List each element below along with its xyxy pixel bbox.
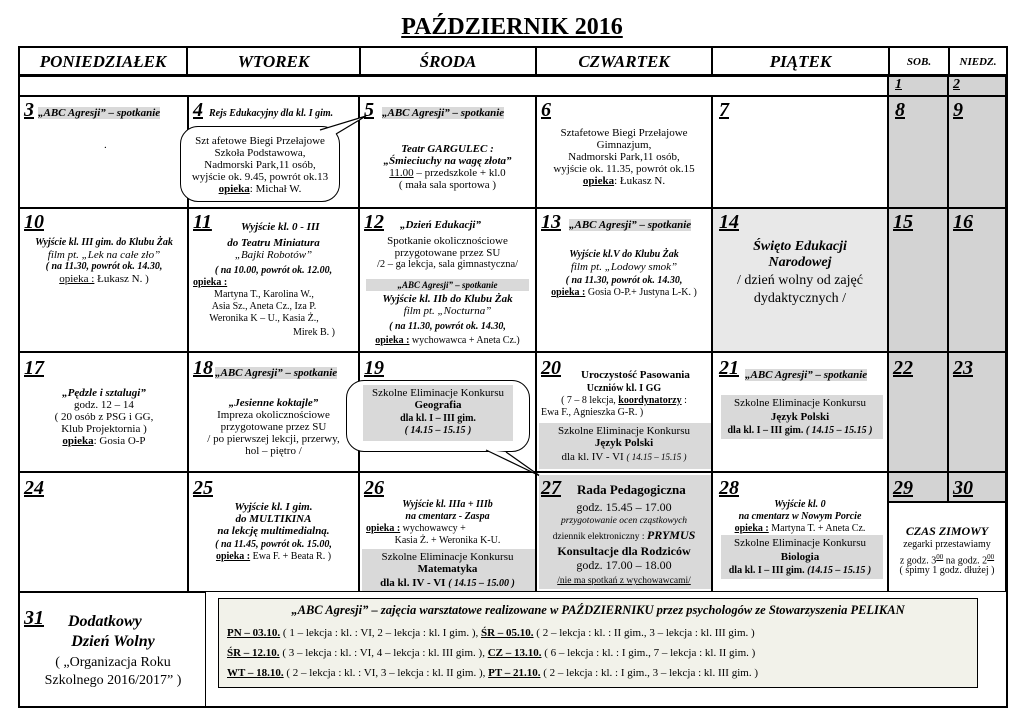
- day-number: 31: [24, 607, 44, 629]
- event-line: godz. 17.00 – 18.00: [576, 558, 672, 572]
- czas-sup: 00: [987, 553, 995, 561]
- event-line: „Pędzle i sztalugi”: [62, 387, 146, 399]
- abc-agresji-box: [218, 598, 978, 688]
- day-number: 15: [893, 211, 913, 233]
- day-number: 18: [193, 357, 213, 379]
- header-saturday: SOB.: [890, 48, 950, 76]
- schedule-row: [227, 627, 755, 639]
- event-line: Nadmorski Park,11 osób,: [568, 151, 680, 163]
- event-line: ( „Organizacja Roku: [55, 655, 171, 670]
- event-label: „ABC Agresji” – spotkanie: [38, 107, 161, 119]
- opieka-text: : Łukasz N.: [614, 175, 666, 187]
- event-line: /2 – ga lekcja, sala gimnastyczna/: [376, 259, 519, 270]
- event-line: Język Polski: [594, 437, 654, 449]
- opieka-line: [366, 523, 466, 535]
- schedule-text: ( 2 – lekcja : kl. : II gim., 3 – lekcja : kl. III gim. ): [533, 627, 755, 639]
- day-16[interactable]: [948, 208, 1006, 352]
- day-28[interactable]: [712, 472, 888, 592]
- day-number: 5: [364, 99, 374, 121]
- event-line: [713, 425, 887, 437]
- czas-line: zegarki przestawiamy: [903, 539, 991, 550]
- opieka-label: opieka: [218, 183, 250, 195]
- day-29[interactable]: [888, 472, 948, 502]
- event-line: Asia Sz., Aneta Cz., Iza P.: [211, 301, 317, 312]
- day-number: 9: [953, 99, 963, 121]
- dot: .: [104, 139, 107, 151]
- header-tuesday: WTOREK: [188, 48, 361, 76]
- day-13[interactable]: [536, 208, 712, 352]
- callout-line: wyjście ok. 9.45, powrót ok.13: [191, 171, 329, 183]
- event-line: [537, 529, 711, 543]
- event-line: Narodowej: [768, 255, 832, 270]
- event-text: dla kl. I – III gim.: [728, 565, 808, 576]
- schedule-date: ŚR – 12.10.: [227, 647, 280, 659]
- day-24[interactable]: [18, 472, 188, 592]
- event-line: na lekcję multimedialną.: [217, 525, 330, 537]
- day-18[interactable]: [188, 352, 359, 472]
- callout-line: Szt afetowe Biegi Przełajowe: [195, 135, 325, 147]
- event-line: Szkolne Eliminacje Konkursu: [558, 425, 690, 437]
- opieka-line: [181, 183, 339, 195]
- opieka-label: opieka: [62, 435, 94, 447]
- day-number: 30: [953, 477, 973, 499]
- day-number: 14: [719, 211, 739, 233]
- event-line: Ewa F., Agnieszka G-R. ): [541, 407, 644, 418]
- event-line: Mirek B. ): [293, 327, 335, 338]
- event-header: „ABC Agresji” – spotkanie: [569, 219, 692, 231]
- event-line: Wyjście kl.V do Klubu Żak: [569, 249, 679, 260]
- day-number: 21: [719, 357, 739, 379]
- opieka-line: [713, 523, 887, 535]
- event-line: hol – piętro /: [245, 445, 302, 457]
- bottom-title: „ABC Agresji” – zajęcia warsztatowe realizowane w PAŹDZIERNIKU przez psychologów ze Stowarzyszenia PELIKAN: [291, 603, 905, 617]
- day-25[interactable]: [188, 472, 359, 592]
- day-number: 2: [953, 77, 960, 92]
- event-text: dziennik elektroniczny :: [552, 532, 647, 542]
- event-line: Matematyka: [417, 563, 478, 575]
- czas-zimowy-box: [888, 502, 1006, 592]
- day-number: 26: [364, 477, 384, 499]
- event-line: Wyjście kl. 0: [774, 499, 826, 510]
- day-number: 4: [193, 99, 203, 121]
- header-monday: PONIEDZIAŁEK: [20, 48, 188, 76]
- event-header: Wyjście kl. 0 - III: [241, 221, 320, 233]
- callout-line: ( 14.15 – 15.15 ): [404, 425, 472, 436]
- event-text: PRYMUS: [646, 528, 696, 542]
- header-thursday: CZWARTEK: [537, 48, 713, 76]
- header-wednesday: ŚRODA: [361, 48, 537, 76]
- event-header: „ABC Agresji” – spotkanie: [745, 369, 868, 381]
- event-text: dla kl. IV - VI: [561, 451, 627, 463]
- event-line: do MULTIKINA: [235, 513, 312, 525]
- event-line: wyjście ok. 11.35, powrót ok.15: [553, 163, 695, 175]
- event-text: ( 7 – 8 lekcja,: [561, 395, 619, 406]
- day-26[interactable]: [359, 472, 536, 592]
- day-15[interactable]: [888, 208, 948, 352]
- event-line: Teatr GARGULEC :: [401, 143, 494, 155]
- day-number: 28: [719, 477, 739, 499]
- day-27[interactable]: [536, 472, 712, 592]
- schedule-text: ( 2 – lekcja : kl. : I gim., 3 – lekcja : kl. III gim. ): [540, 667, 758, 679]
- day-17[interactable]: [18, 352, 188, 472]
- day-number: 20: [541, 357, 561, 379]
- event-line: [360, 577, 535, 590]
- day-10[interactable]: [18, 208, 188, 352]
- event-line: Sztafetowe Biegi Przełajowe: [560, 127, 688, 139]
- event-line: ( na 11.30, powrót ok. 14.30,: [45, 261, 163, 272]
- day-number: 25: [193, 477, 213, 499]
- schedule-date: CZ – 13.10.: [487, 647, 542, 659]
- schedule-row: [227, 647, 755, 659]
- header-row: [18, 46, 1008, 76]
- day-20[interactable]: [536, 352, 712, 472]
- event-line: na cmentarz w Nowym Porcie: [738, 511, 862, 522]
- event-line: /nie ma spotkań z wychowawcami/: [557, 576, 691, 586]
- event-line: na cmentarz - Zaspa: [405, 511, 490, 522]
- event-line: Wyjście kl. IIb do Klubu Żak: [382, 293, 513, 305]
- event-text: (14.15 – 15.15 ): [807, 565, 872, 576]
- event-text: ( 14.15 – 15.15 ): [805, 425, 873, 436]
- event-text: dla kl. I – III gim.: [727, 425, 806, 436]
- event-line: Konsultacje dla Rodziców: [557, 544, 691, 558]
- day-11[interactable]: [188, 208, 359, 352]
- event-line: „Jesienne koktajle”: [228, 397, 319, 409]
- event-line: ( na 11.45, powrót ok. 15.00,: [215, 539, 332, 550]
- event-line: ( 20 osób z PSG i GG,: [54, 411, 154, 423]
- schedule-row: [227, 667, 758, 679]
- schedule-text: ( 2 – lekcja : kl. : VI, 3 – lekcja : kl. II gim. ),: [283, 667, 489, 679]
- event-line: film pt. „Lek na całe zło”: [47, 249, 161, 261]
- day-31[interactable]: [18, 592, 206, 708]
- event-header: Uroczystość Pasowania: [581, 369, 690, 381]
- day-number: 12: [364, 211, 384, 233]
- opieka-label: opieka :: [375, 335, 410, 346]
- header-sunday: NIEDZ.: [959, 56, 997, 68]
- schedule-text: ( 6 – lekcja : kl. : I gim., 7 – lekcja : kl. II gim. ): [541, 647, 756, 659]
- opieka-label: opieka :: [193, 277, 228, 288]
- day-7[interactable]: [712, 96, 888, 208]
- day-12[interactable]: [359, 208, 536, 352]
- day-number: 13: [541, 211, 561, 233]
- event-text: ( 14.15 – 15.15 ): [626, 452, 687, 462]
- event-line: Spotkanie okolicznościowe: [387, 235, 508, 247]
- event-line: [360, 167, 535, 179]
- event-line: „Śmieciuchy na wagę złota”: [383, 155, 512, 167]
- opieka-label: opieka :: [59, 273, 95, 285]
- opieka-text: : Michał W.: [249, 183, 302, 195]
- day-number: 8: [895, 99, 905, 121]
- event-line: Kasia Ż. + Weronika K-U.: [394, 535, 501, 546]
- opieka-line: [20, 273, 188, 285]
- event-line: ( na 10.00, powrót ok. 12.00,: [214, 265, 333, 276]
- day-5[interactable]: [359, 96, 536, 208]
- event-line: przygotowane przez SU: [394, 247, 501, 259]
- opieka-text: Martyna T. + Aneta Cz.: [768, 523, 866, 534]
- callout-pointer: [300, 112, 380, 142]
- event-text: dla kl. IV - VI: [380, 577, 449, 589]
- event-header: „ABC Agresji” – spotkanie: [215, 367, 338, 379]
- event-line: „Bajki Robotów”: [234, 249, 313, 261]
- opieka-line: [537, 175, 711, 187]
- event-line: film pt. „Lodowy smok”: [570, 261, 678, 273]
- day-number: 6: [541, 99, 551, 121]
- day-2[interactable]: [948, 76, 1006, 96]
- event-text: – przedszkole + kl.0: [413, 167, 506, 179]
- event-line: Szkolne Eliminacje Konkursu: [381, 551, 514, 563]
- opieka-text: Łukasz N. ): [94, 273, 149, 285]
- event-header: „Dzień Edukacji”: [400, 219, 481, 231]
- event-line: Wyjście kl. III gim. do Klubu Żak: [35, 237, 173, 248]
- schedule-date: ŚR – 05.10.: [480, 627, 534, 639]
- day-number: 1: [895, 77, 902, 92]
- day-number: 3: [24, 99, 34, 121]
- day-number: 24: [24, 477, 44, 499]
- day-number: 22: [893, 357, 913, 379]
- callout-line: Szkolne Eliminacje Konkursu: [372, 387, 504, 399]
- event-line: Święto Edukacji: [753, 239, 847, 254]
- event-line: dydaktycznych /: [753, 291, 847, 306]
- opieka-line: [189, 551, 358, 563]
- czas-text: z godz. 3: [899, 555, 937, 567]
- day-30[interactable]: [948, 472, 1006, 502]
- event-line: Dodatkowy: [68, 613, 142, 630]
- event-line: ( na 11.30, powrót ok. 14.30,: [389, 321, 506, 332]
- schedule-date: PN – 03.10.: [227, 627, 281, 639]
- event-line: Biologia: [780, 551, 820, 563]
- event-line: ( na 11.30, powrót ok. 14.30,: [565, 275, 683, 286]
- czas-sup: 00: [936, 553, 944, 561]
- event-line: Język Polski: [770, 411, 830, 423]
- day-number: 10: [24, 211, 44, 233]
- event-line: Szkolne Eliminacje Konkursu: [734, 537, 866, 549]
- day-1[interactable]: [888, 76, 948, 96]
- event-line: Wyjście kl. I gim.: [234, 501, 313, 513]
- opieka-label: opieka: [582, 175, 615, 187]
- event-text: koordynatorzy: [618, 395, 682, 406]
- opieka-line: [537, 287, 711, 299]
- czas-line: ( śpimy 1 godz. dłużej ): [899, 565, 995, 576]
- callout-line: Nadmorski Park,11 osób,: [204, 159, 316, 171]
- event-line: Weronika K – U., Kasia Ż.,: [209, 313, 319, 324]
- event-line: Uczniów kl. I GG: [586, 383, 662, 394]
- event-line: przygotowane przez SU: [220, 421, 327, 433]
- day-21[interactable]: [712, 352, 888, 472]
- schedule-date: WT – 18.10.: [227, 667, 284, 679]
- event-line: [713, 565, 887, 577]
- callout-line: Geografia: [414, 399, 462, 411]
- event-line: godz. 15.45 – 17.00: [576, 500, 672, 514]
- event-text: :: [681, 395, 687, 406]
- opieka-line: [20, 435, 188, 447]
- opieka-text: wychowawcy +: [400, 523, 466, 534]
- opieka-label: opieka :: [734, 523, 769, 534]
- event-line: do Teatru Miniatura: [227, 237, 320, 249]
- opieka-label: opieka :: [366, 523, 401, 534]
- event-text: ( 14.15 – 15.00 ): [448, 578, 515, 589]
- day-14[interactable]: [712, 208, 888, 352]
- day-22[interactable]: [888, 352, 948, 472]
- page-title: PAŹDZIERNIK 2016: [401, 14, 623, 40]
- opieka-label: opieka :: [215, 551, 251, 562]
- callout-line: Szkoła Podstawowa,: [214, 147, 306, 159]
- day-23[interactable]: [948, 352, 1006, 472]
- day-number: 27: [541, 477, 561, 499]
- opieka-text: wychowawca + Aneta Cz.): [409, 335, 520, 346]
- opieka-text: Gosia O-P.+ Justyna L-K. ): [585, 287, 697, 298]
- event-label: „ABC Agresji” – spotkanie: [382, 107, 505, 119]
- event-line: przygotowanie ocen cząstkowych: [560, 516, 688, 526]
- day-number: 29: [893, 477, 913, 499]
- day-9[interactable]: [948, 96, 1006, 208]
- callout-line: dla kl. I – III gim.: [400, 413, 476, 424]
- event-line: / dzień wolny od zajęć: [737, 273, 863, 288]
- event-line: [537, 451, 711, 463]
- event-line: godz. 12 – 14: [74, 399, 134, 411]
- week0-empty: [18, 76, 888, 96]
- day-6[interactable]: [536, 96, 712, 208]
- event-line: Szkolne Eliminacje Konkursu: [734, 397, 866, 409]
- day-8[interactable]: [888, 96, 948, 208]
- day-number: 11: [193, 211, 212, 233]
- event-line: Dzień Wolny: [71, 633, 155, 650]
- event-line: / po pierwszej lekcji, przerwy,: [207, 433, 340, 445]
- schedule-text: ( 1 – lekcja : kl. : VI, 2 – lekcja : kl. I gim. ),: [280, 627, 481, 639]
- event-line: film pt. „Nocturna”: [403, 305, 492, 317]
- event-line: Gimnazjum,: [596, 139, 652, 151]
- czas-text: na godz. 2: [943, 555, 988, 567]
- event-line: [537, 395, 711, 407]
- schedule-date: PT – 21.10.: [488, 667, 541, 679]
- event-line: Szkolnego 2016/2017” ): [44, 673, 182, 688]
- day-3[interactable]: [18, 96, 188, 208]
- day-number: 19: [364, 357, 384, 379]
- event-line: Wyjście kl. IIIa + IIIb: [402, 499, 493, 510]
- time-text: 11.00: [389, 167, 414, 179]
- opieka-text: Ewa F. + Beata R. ): [250, 551, 332, 562]
- header-friday: PIĄTEK: [713, 48, 890, 76]
- opieka-line: [360, 335, 535, 347]
- schedule-text: ( 3 – lekcja : kl. : VI, 4 – lekcja : kl. III gim. ),: [279, 647, 488, 659]
- day-number: 7: [719, 99, 729, 121]
- event-line: Impreza okolicznościowe: [217, 409, 330, 421]
- day-number: 16: [953, 211, 973, 233]
- czas-title: CZAS ZIMOWY: [905, 524, 989, 538]
- day-number: 17: [24, 357, 44, 379]
- event-line: Klub Projektornia ): [61, 423, 147, 435]
- event-line: ( mała sala sportowa ): [398, 179, 497, 191]
- event-header: Rada Pedagogiczna: [577, 482, 686, 497]
- opieka-label: opieka :: [551, 287, 586, 298]
- event-line: Martyna T., Karolina W.,: [214, 289, 314, 300]
- event-line: „ABC Agresji” – spotkanie: [366, 279, 529, 291]
- day-number: 23: [953, 357, 973, 379]
- opieka-text: : Gosia O-P: [93, 435, 146, 447]
- event-label: Rejs Edukacyjny dla kl. I gim.: [209, 108, 334, 119]
